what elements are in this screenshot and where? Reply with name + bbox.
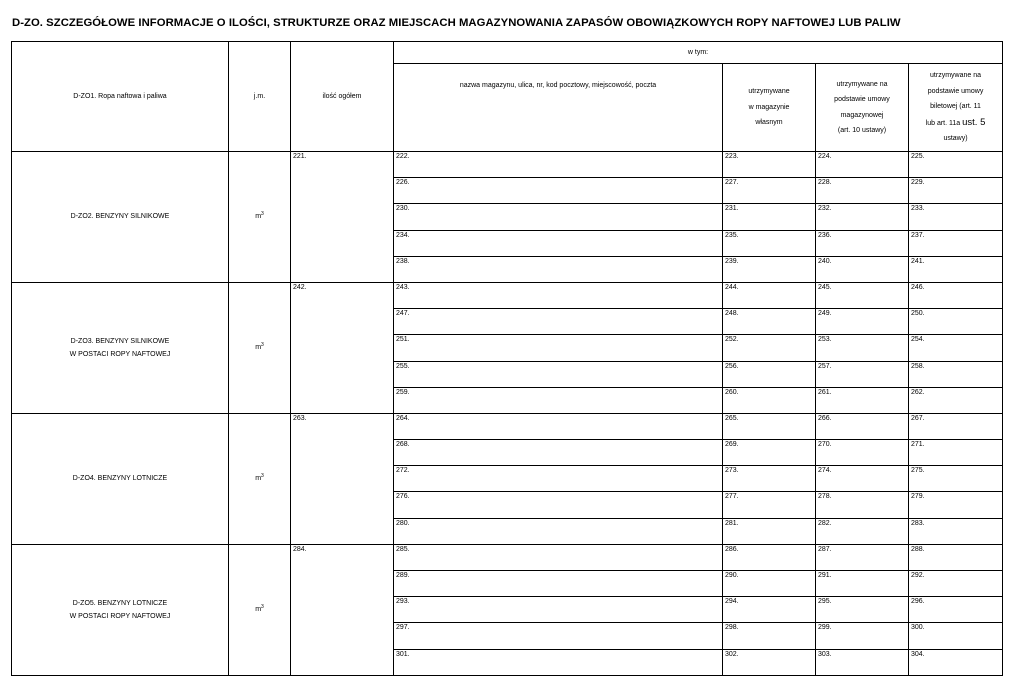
ticket-contract-field[interactable]: 292. — [909, 571, 1003, 597]
page-title: D-ZO. SZCZEGÓŁOWE INFORMACJE O ILOŚCI, STRUKTURZE ORAZ MIEJSCACH MAGAZYNOWANIA ZAPASÓW OBOWIĄZKOWYCH ROPY NAFTOWEJ LUB PALIW — [12, 17, 901, 29]
unit-cell: $m^3$ — [229, 544, 291, 675]
storage-contract-field[interactable]: 245. — [816, 282, 909, 308]
ticket-contract-field[interactable]: 229. — [909, 178, 1003, 204]
header-storage-contract: utrzymywane na podstawie umowy magazynowej (art. 10 ustawy) — [816, 64, 909, 152]
product-category-label: D-ZO3. BENZYNY SILNIKOWE W POSTACI ROPY NAFTOWEJ — [12, 282, 229, 413]
ticket-contract-field[interactable]: 304. — [909, 649, 1003, 675]
own-storage-field[interactable]: 281. — [723, 518, 816, 544]
ticket-contract-field[interactable]: 262. — [909, 387, 1003, 413]
ticket-contract-field[interactable]: 271. — [909, 440, 1003, 466]
storage-name-field[interactable]: 259. — [394, 387, 723, 413]
own-storage-field[interactable]: 286. — [723, 544, 816, 570]
own-storage-field[interactable]: 256. — [723, 361, 816, 387]
own-storage-field[interactable]: 248. — [723, 309, 816, 335]
header-total: ilość ogółem — [291, 42, 394, 152]
storage-name-field[interactable]: 285. — [394, 544, 723, 570]
table-row — [12, 152, 1003, 178]
ticket-contract-field[interactable]: 279. — [909, 492, 1003, 518]
own-storage-field[interactable]: 265. — [723, 413, 816, 439]
own-storage-field[interactable]: 273. — [723, 466, 816, 492]
header-unit: j.m. — [229, 42, 291, 152]
own-storage-field[interactable]: 277. — [723, 492, 816, 518]
storage-contract-field[interactable]: 303. — [816, 649, 909, 675]
stock-details-table — [11, 41, 1003, 676]
own-storage-field[interactable]: 244. — [723, 282, 816, 308]
storage-name-field[interactable]: 226. — [394, 178, 723, 204]
ticket-contract-field[interactable]: 246. — [909, 282, 1003, 308]
own-storage-field[interactable]: 227. — [723, 178, 816, 204]
storage-name-field[interactable]: 264. — [394, 413, 723, 439]
storage-contract-field[interactable]: 240. — [816, 256, 909, 282]
storage-name-field[interactable]: 293. — [394, 597, 723, 623]
header-of-which: w tym: — [394, 42, 1003, 64]
storage-name-field[interactable]: 289. — [394, 571, 723, 597]
storage-name-field[interactable]: 268. — [394, 440, 723, 466]
storage-name-field[interactable]: 276. — [394, 492, 723, 518]
ticket-contract-field[interactable]: 233. — [909, 204, 1003, 230]
storage-name-field[interactable]: 251. — [394, 335, 723, 361]
storage-name-field[interactable]: 297. — [394, 623, 723, 649]
storage-contract-field[interactable]: 287. — [816, 544, 909, 570]
own-storage-field[interactable]: 252. — [723, 335, 816, 361]
storage-name-field[interactable]: 280. — [394, 518, 723, 544]
own-storage-field[interactable]: 294. — [723, 597, 816, 623]
table-row — [12, 544, 1003, 570]
storage-name-field[interactable]: 272. — [394, 466, 723, 492]
own-storage-field[interactable]: 231. — [723, 204, 816, 230]
storage-contract-field[interactable]: 299. — [816, 623, 909, 649]
own-storage-field[interactable]: 302. — [723, 649, 816, 675]
own-storage-field[interactable]: 235. — [723, 230, 816, 256]
storage-contract-field[interactable]: 236. — [816, 230, 909, 256]
product-category-label: D-ZO5. BENZYNY LOTNICZE W POSTACI ROPY NAFTOWEJ — [12, 544, 229, 675]
storage-contract-field[interactable]: 295. — [816, 597, 909, 623]
ticket-contract-field[interactable]: 267. — [909, 413, 1003, 439]
product-category-label: D-ZO4. BENZYNY LOTNICZE — [12, 413, 229, 544]
total-quantity-field[interactable]: 284. — [291, 544, 394, 675]
unit-cell: $m^3$ — [229, 152, 291, 283]
own-storage-field[interactable]: 298. — [723, 623, 816, 649]
ticket-contract-field[interactable]: 250. — [909, 309, 1003, 335]
storage-contract-field[interactable]: 274. — [816, 466, 909, 492]
storage-contract-field[interactable]: 266. — [816, 413, 909, 439]
storage-contract-field[interactable]: 282. — [816, 518, 909, 544]
ticket-contract-field[interactable]: 241. — [909, 256, 1003, 282]
storage-contract-field[interactable]: 257. — [816, 361, 909, 387]
ticket-contract-field[interactable]: 283. — [909, 518, 1003, 544]
own-storage-field[interactable]: 260. — [723, 387, 816, 413]
storage-name-field[interactable]: 255. — [394, 361, 723, 387]
own-storage-field[interactable]: 239. — [723, 256, 816, 282]
ticket-contract-field[interactable]: 225. — [909, 152, 1003, 178]
storage-contract-field[interactable]: 249. — [816, 309, 909, 335]
ticket-contract-field[interactable]: 258. — [909, 361, 1003, 387]
table-row — [12, 282, 1003, 308]
total-quantity-field[interactable]: 263. — [291, 413, 394, 544]
own-storage-field[interactable]: 223. — [723, 152, 816, 178]
header-own-storage: utrzymywane w magazynie własnym — [723, 64, 816, 152]
header-ticket-contract: utrzymywane na podstawie umowy biletowej (art. 11 lub art. 11a ust. 5 ustawy) — [909, 64, 1003, 152]
storage-name-field[interactable]: 234. — [394, 230, 723, 256]
ticket-contract-field[interactable]: 296. — [909, 597, 1003, 623]
unit-cell: $m^3$ — [229, 282, 291, 413]
ticket-contract-field[interactable]: 300. — [909, 623, 1003, 649]
own-storage-field[interactable]: 269. — [723, 440, 816, 466]
product-category-label: D-ZO2. BENZYNY SILNIKOWE — [12, 152, 229, 283]
ticket-contract-field[interactable]: 254. — [909, 335, 1003, 361]
table-row — [12, 413, 1003, 439]
header-storage-name: nazwa magazynu, ulica, nr, kod pocztowy, miejscowość, poczta — [394, 64, 723, 152]
ticket-contract-field[interactable]: 288. — [909, 544, 1003, 570]
ticket-contract-field[interactable]: 237. — [909, 230, 1003, 256]
storage-contract-field[interactable]: 291. — [816, 571, 909, 597]
storage-name-field[interactable]: 222. — [394, 152, 723, 178]
total-quantity-field[interactable]: 221. — [291, 152, 394, 283]
storage-contract-field[interactable]: 253. — [816, 335, 909, 361]
storage-contract-field[interactable]: 278. — [816, 492, 909, 518]
storage-contract-field[interactable]: 224. — [816, 152, 909, 178]
total-quantity-field[interactable]: 242. — [291, 282, 394, 413]
header-product: D-ZO1. Ropa naftowa i paliwa — [12, 42, 229, 152]
storage-contract-field[interactable]: 228. — [816, 178, 909, 204]
own-storage-field[interactable]: 290. — [723, 571, 816, 597]
ticket-contract-field[interactable]: 275. — [909, 466, 1003, 492]
storage-name-field[interactable]: 247. — [394, 309, 723, 335]
storage-name-field[interactable]: 243. — [394, 282, 723, 308]
storage-name-field[interactable]: 230. — [394, 204, 723, 230]
storage-name-field[interactable]: 238. — [394, 256, 723, 282]
unit-cell: $m^3$ — [229, 413, 291, 544]
storage-contract-field[interactable]: 232. — [816, 204, 909, 230]
storage-contract-field[interactable]: 270. — [816, 440, 909, 466]
storage-contract-field[interactable]: 261. — [816, 387, 909, 413]
storage-name-field[interactable]: 301. — [394, 649, 723, 675]
